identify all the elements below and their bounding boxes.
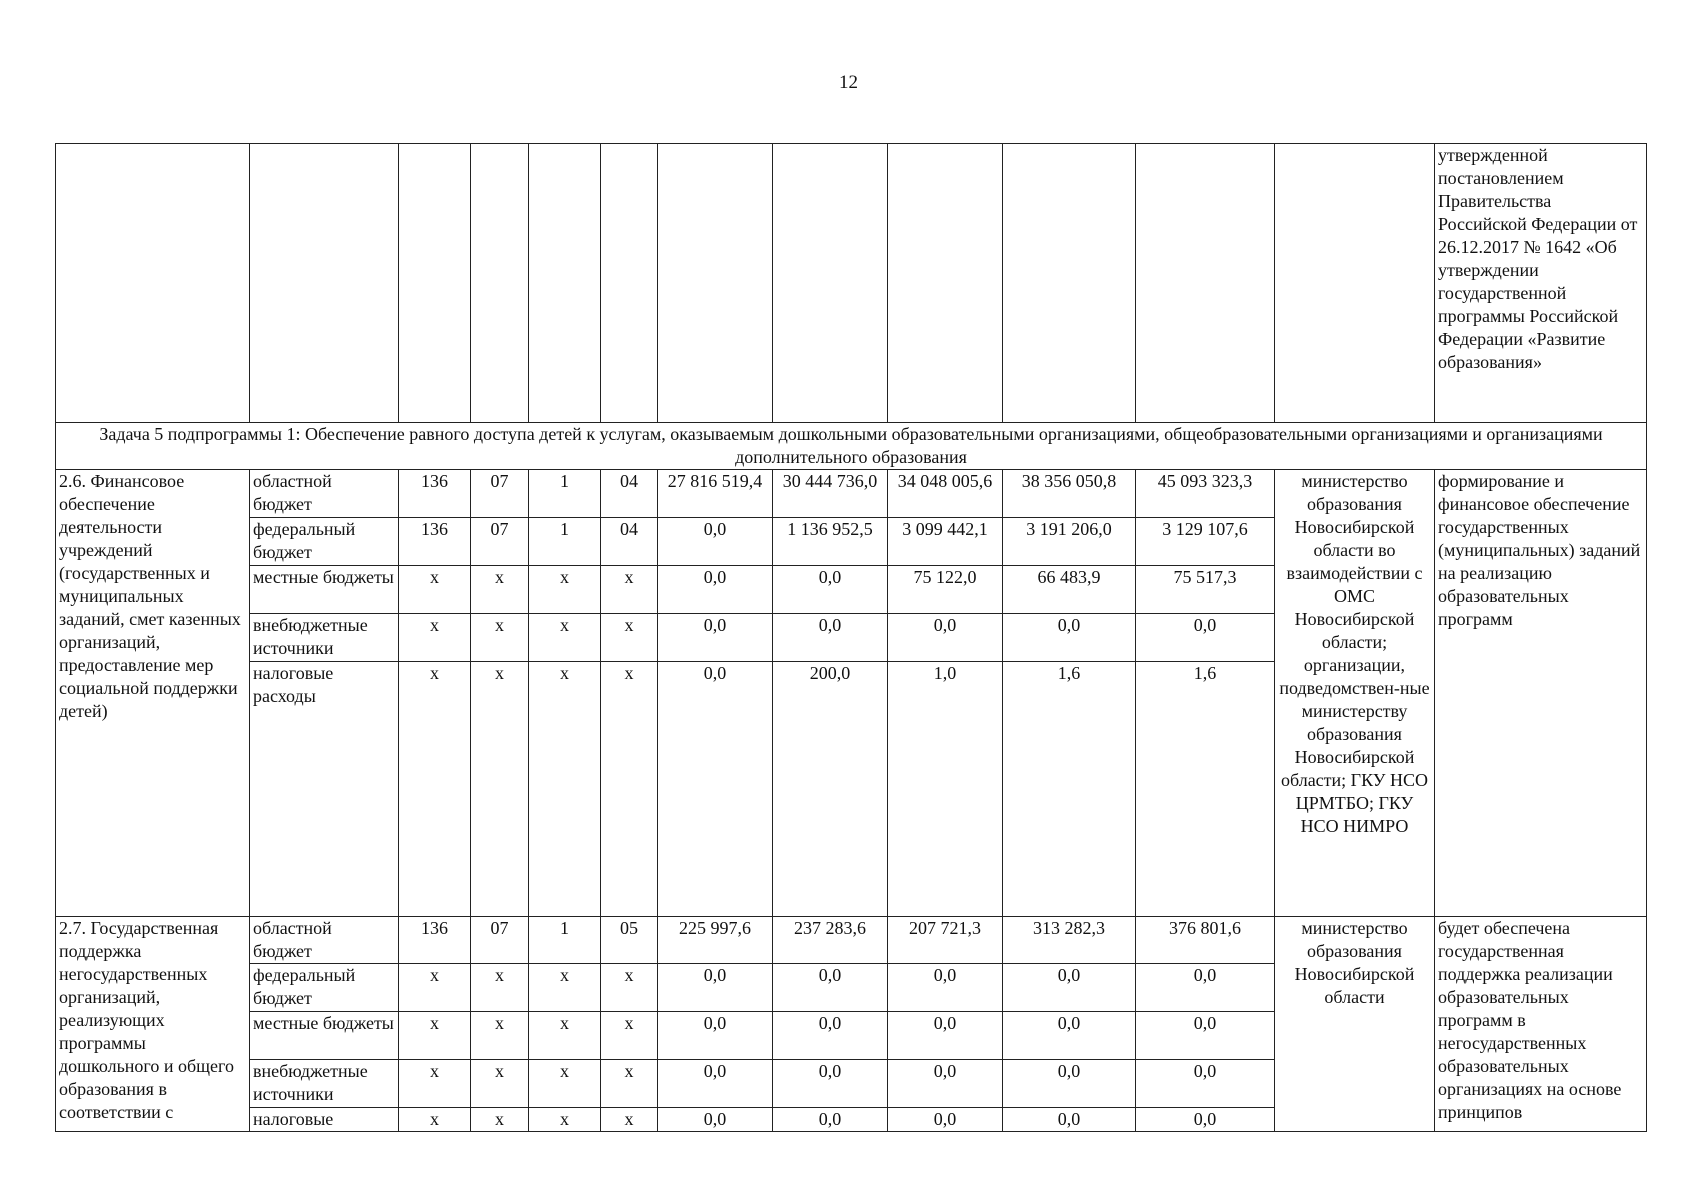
table-row [56, 470, 1647, 518]
code-item: 05 [601, 917, 658, 964]
value-year-5: 1,6 [1136, 662, 1275, 917]
funding-source: областной бюджет [250, 470, 399, 518]
code-section: х [471, 566, 529, 614]
value-year-4: 66 483,9 [1003, 566, 1136, 614]
legal-basis-cell: утвержденной постановлением Правительства Российской Федерации от 26.12.2017 № 1642 «Об утверждении государственной программы Российской Федерации «Развитие образования» [1435, 144, 1647, 423]
table-row [56, 917, 1647, 964]
code-program: х [529, 662, 601, 917]
value-year-4: 0,0 [1003, 964, 1136, 1012]
funding-source: налоговые [250, 1108, 399, 1132]
empty-cell [399, 144, 471, 423]
value-year-5: 0,0 [1136, 1012, 1275, 1060]
code-grbs: х [399, 662, 471, 917]
value-year-4: 3 191 206,0 [1003, 518, 1136, 566]
code-grbs: х [399, 1108, 471, 1132]
value-year-3: 75 122,0 [888, 566, 1003, 614]
value-year-1: 0,0 [658, 1060, 773, 1108]
empty-cell [56, 144, 250, 423]
empty-cell [1003, 144, 1136, 423]
value-year-2: 237 283,6 [773, 917, 888, 964]
code-item: х [601, 1012, 658, 1060]
funding-source: федеральный бюджет [250, 964, 399, 1012]
code-grbs: х [399, 614, 471, 662]
code-item: 04 [601, 470, 658, 518]
code-section: 07 [471, 917, 529, 964]
task-heading: Задача 5 подпрограммы 1: Обеспечение равного доступа детей к услугам, оказываемым дошкольными образовательными организациями, общеобразовательными организациями и организациями дополнительного образования [56, 423, 1647, 470]
empty-cell [658, 144, 773, 423]
empty-cell [1275, 144, 1435, 423]
value-year-3: 0,0 [888, 1108, 1003, 1132]
code-program: 1 [529, 917, 601, 964]
code-section: 07 [471, 470, 529, 518]
code-grbs: х [399, 566, 471, 614]
value-year-2: 1 136 952,5 [773, 518, 888, 566]
code-grbs: х [399, 1012, 471, 1060]
value-year-1: 225 997,6 [658, 917, 773, 964]
value-year-3: 1,0 [888, 662, 1003, 917]
code-grbs: 136 [399, 518, 471, 566]
code-grbs: х [399, 964, 471, 1012]
code-section: 07 [471, 518, 529, 566]
code-program: х [529, 614, 601, 662]
code-section: х [471, 1012, 529, 1060]
value-year-1: 0,0 [658, 662, 773, 917]
value-year-5: 0,0 [1136, 614, 1275, 662]
value-year-2: 0,0 [773, 614, 888, 662]
code-grbs: 136 [399, 470, 471, 518]
value-year-4: 313 282,3 [1003, 917, 1136, 964]
empty-cell [888, 144, 1003, 423]
code-program: 1 [529, 470, 601, 518]
value-year-1: 0,0 [658, 964, 773, 1012]
value-year-2: 0,0 [773, 1012, 888, 1060]
value-year-2: 0,0 [773, 566, 888, 614]
value-year-1: 0,0 [658, 566, 773, 614]
code-section: х [471, 964, 529, 1012]
code-program: х [529, 566, 601, 614]
empty-cell [471, 144, 529, 423]
value-year-1: 27 816 519,4 [658, 470, 773, 518]
value-year-3: 34 048 005,6 [888, 470, 1003, 518]
program-table [55, 143, 1647, 1132]
code-item: х [601, 1060, 658, 1108]
value-year-5: 0,0 [1136, 964, 1275, 1012]
code-item: х [601, 566, 658, 614]
expected-result: будет обеспечена государственная поддержка реализации образовательных программ в негосударственных образовательных организациях на основе принципов [1435, 917, 1647, 1132]
funding-source: налоговые расходы [250, 662, 399, 917]
empty-cell [773, 144, 888, 423]
value-year-5: 3 129 107,6 [1136, 518, 1275, 566]
value-year-1: 0,0 [658, 1012, 773, 1060]
value-year-1: 0,0 [658, 614, 773, 662]
value-year-1: 0,0 [658, 1108, 773, 1132]
code-program: х [529, 964, 601, 1012]
value-year-5: 0,0 [1136, 1060, 1275, 1108]
value-year-3: 0,0 [888, 964, 1003, 1012]
value-year-3: 3 099 442,1 [888, 518, 1003, 566]
funding-source: внебюджетные источники [250, 1060, 399, 1108]
code-section: х [471, 1108, 529, 1132]
code-grbs: х [399, 1060, 471, 1108]
funding-source: федеральный бюджет [250, 518, 399, 566]
value-year-2: 30 444 736,0 [773, 470, 888, 518]
value-year-4: 0,0 [1003, 614, 1136, 662]
code-section: х [471, 1060, 529, 1108]
value-year-2: 0,0 [773, 1060, 888, 1108]
measure-title: 2.6. Финансовое обеспечение деятельности учреждений (государственных и муниципальных заданий, смет казенных организаций, предоставление мер социальной поддержки детей) [56, 470, 250, 917]
value-year-4: 0,0 [1003, 1012, 1136, 1060]
code-program: х [529, 1108, 601, 1132]
code-item: х [601, 964, 658, 1012]
value-year-4: 0,0 [1003, 1108, 1136, 1132]
value-year-5: 376 801,6 [1136, 917, 1275, 964]
value-year-5: 75 517,3 [1136, 566, 1275, 614]
code-item: х [601, 1108, 658, 1132]
code-grbs: 136 [399, 917, 471, 964]
page-number: 12 [839, 72, 858, 93]
value-year-2: 200,0 [773, 662, 888, 917]
value-year-2: 0,0 [773, 1108, 888, 1132]
empty-cell [529, 144, 601, 423]
value-year-3: 207 721,3 [888, 917, 1003, 964]
value-year-4: 38 356 050,8 [1003, 470, 1136, 518]
code-program: х [529, 1060, 601, 1108]
empty-cell [1136, 144, 1275, 423]
value-year-5: 0,0 [1136, 1108, 1275, 1132]
value-year-5: 45 093 323,3 [1136, 470, 1275, 518]
code-section: х [471, 662, 529, 917]
value-year-3: 0,0 [888, 1060, 1003, 1108]
empty-cell [250, 144, 399, 423]
measure-title: 2.7. Государственная поддержка негосударственных организаций, реализующих программы дошкольного и общего образования в соответствии с [56, 917, 250, 1132]
code-program: х [529, 1012, 601, 1060]
funding-source: внебюджетные источники [250, 614, 399, 662]
value-year-3: 0,0 [888, 1012, 1003, 1060]
value-year-3: 0,0 [888, 614, 1003, 662]
value-year-4: 0,0 [1003, 1060, 1136, 1108]
code-section: х [471, 614, 529, 662]
expected-result: формирование и финансовое обеспечение государственных (муниципальных) заданий на реализацию образовательных программ [1435, 470, 1647, 917]
executor: министерство образования Новосибирской области [1275, 917, 1435, 1132]
code-item: х [601, 662, 658, 917]
funding-source: областной бюджет [250, 917, 399, 964]
executor: министерство образования Новосибирской области во взаимодействии с ОМС Новосибирской области; организации, подведомствен-ные министерству образования Новосибирской области; ГКУ НСО ЦРМТБО; ГКУ НСО НИМРО [1275, 470, 1435, 917]
task-heading-row [56, 423, 1647, 470]
value-year-1: 0,0 [658, 518, 773, 566]
empty-cell [601, 144, 658, 423]
code-item: 04 [601, 518, 658, 566]
continuation-row [56, 144, 1647, 423]
value-year-4: 1,6 [1003, 662, 1136, 917]
value-year-2: 0,0 [773, 964, 888, 1012]
funding-source: местные бюджеты [250, 566, 399, 614]
funding-source: местные бюджеты [250, 1012, 399, 1060]
code-item: х [601, 614, 658, 662]
code-program: 1 [529, 518, 601, 566]
